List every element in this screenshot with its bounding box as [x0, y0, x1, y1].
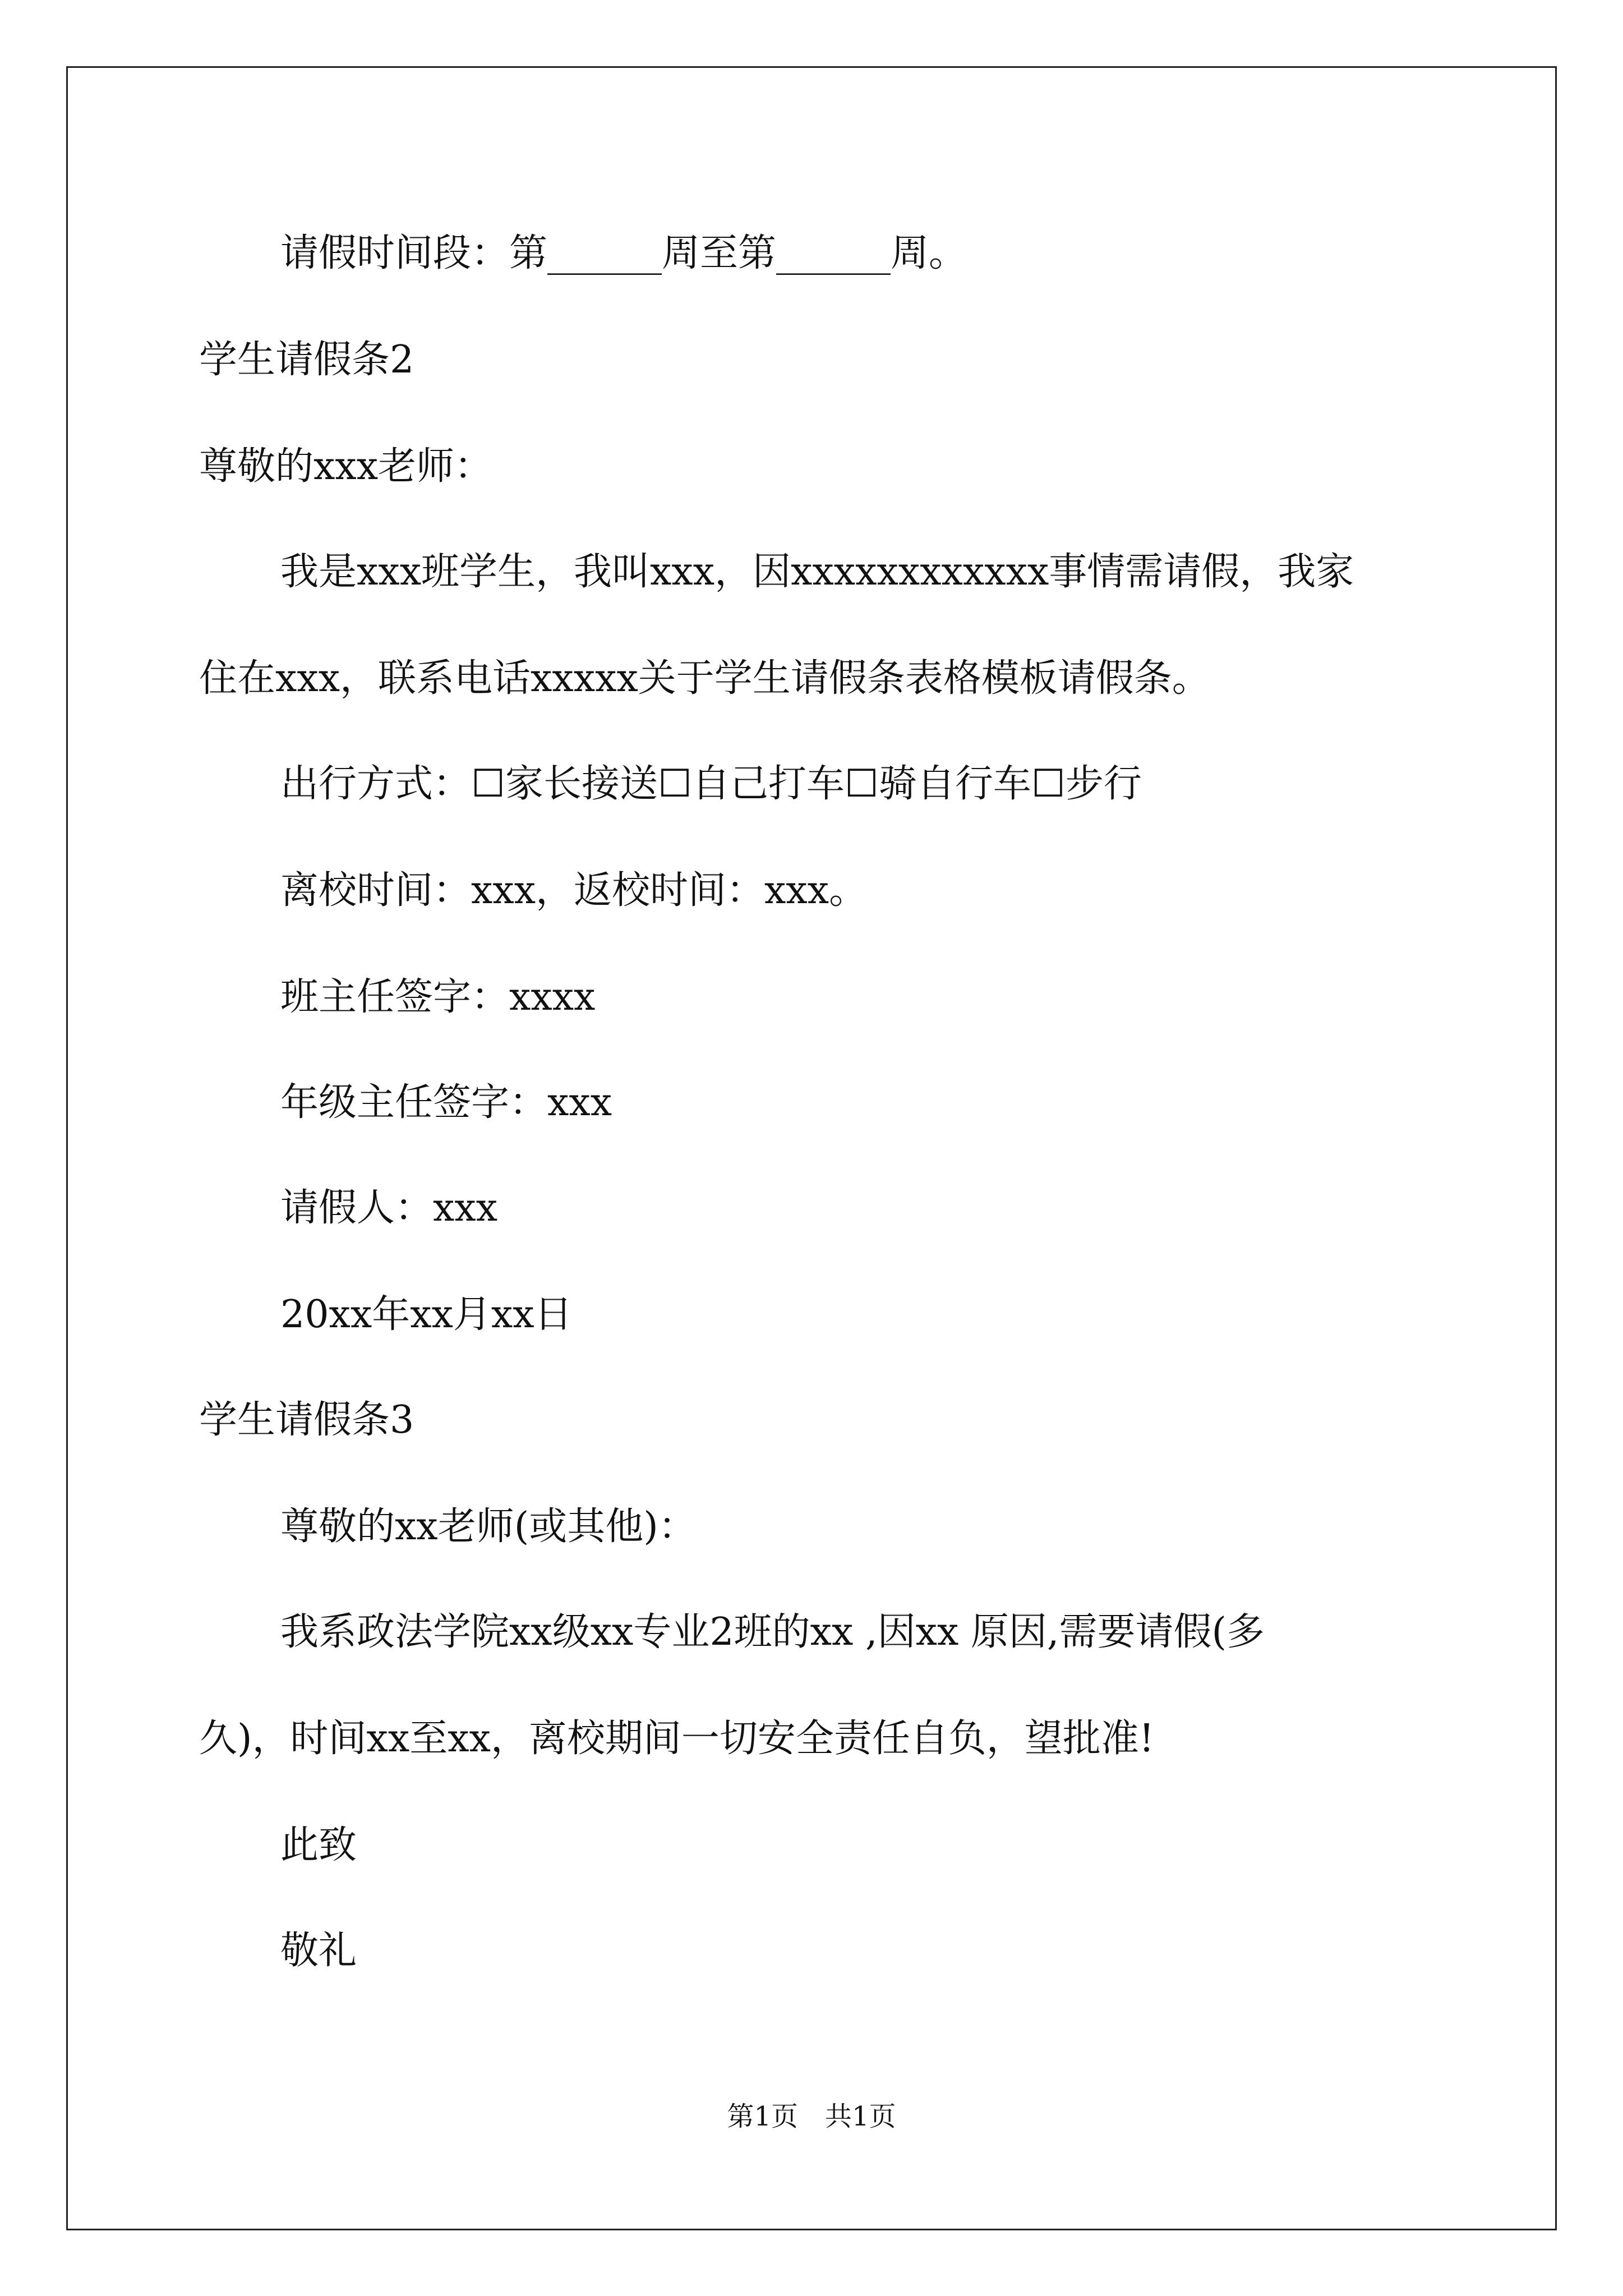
salutation-3: 尊敬的xx老师(或其他)： [280, 1504, 697, 1549]
salutation-2: 尊敬的xxx老师： [199, 444, 493, 489]
closing-line-1: 此致 [280, 1823, 357, 1867]
page-border [66, 66, 1557, 2230]
head-teacher-signature: 班主任签字：xxxx [280, 975, 596, 1019]
leave-period-line: 请假时间段：第______周至第______周。 [280, 231, 967, 275]
section-heading-3: 学生请假条3 [199, 1398, 414, 1442]
section-heading-2: 学生请假条2 [199, 338, 414, 382]
leave-return-time-line: 离校时间：xxx，返校时间：xxx。 [280, 868, 868, 913]
applicant-line: 请假人：xxx [280, 1186, 498, 1230]
body-line-2: 住在xxx，联系电话xxxxx关于学生请假条表格模板请假条。 [199, 656, 1210, 701]
body-line-3: 我系政法学院xx级xx专业2班的xx ,因xx 原因,需要请假(多 [280, 1610, 1265, 1654]
travel-method-line: 出行方式：☐家长接送☐自己打车☐骑自行车☐步行 [280, 762, 1142, 806]
date-line: 20xx年xx月xx日 [280, 1292, 573, 1337]
closing-line-2: 敬礼 [280, 1929, 357, 1973]
body-line-1: 我是xxx班学生，我叫xxx，因xxxxxxxxxxxx事情需请假，我家 [280, 550, 1354, 594]
page-number-footer: 第1页 共1页 [727, 2101, 896, 2132]
grade-director-signature: 年级主任签字：xxx [280, 1080, 612, 1125]
body-line-4: 久)，时间xx至xx，离校期间一切安全责任自负，望批准! [199, 1717, 1155, 1761]
